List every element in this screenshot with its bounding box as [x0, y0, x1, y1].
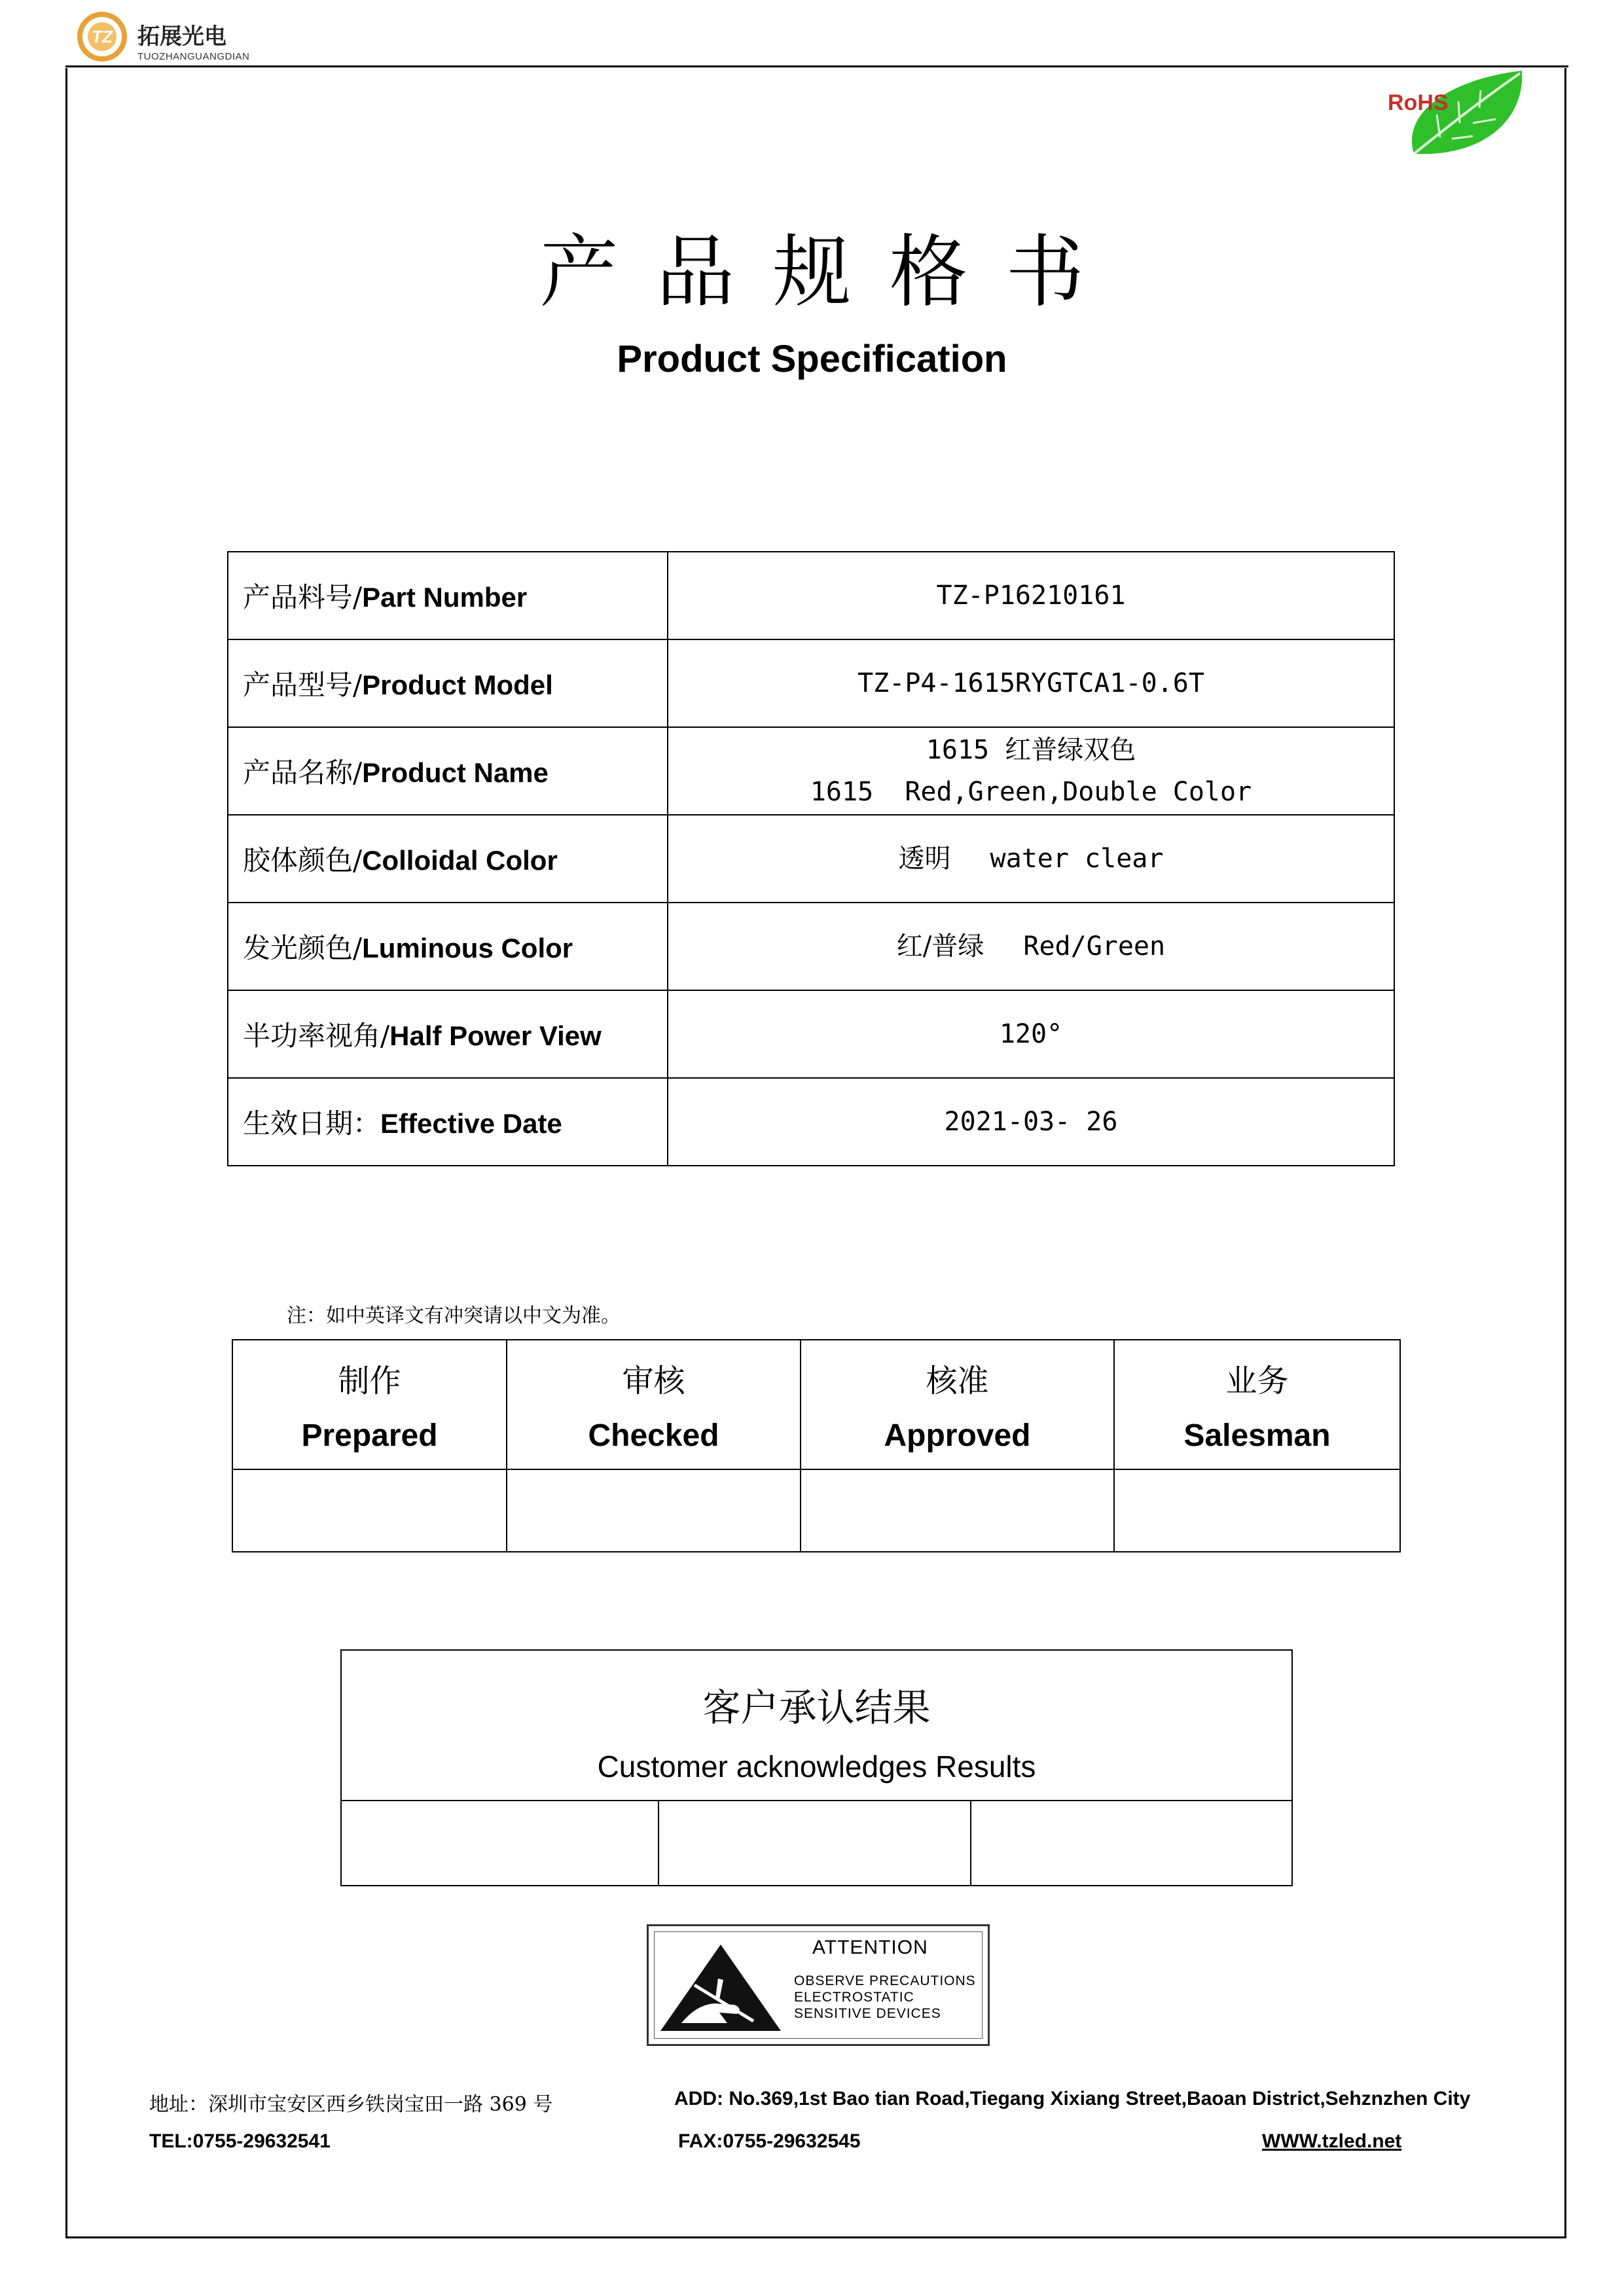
customer-title-en: Customer acknowledges Results	[597, 1749, 1036, 1784]
customer-divider	[342, 1800, 1291, 1801]
spec-label: 发光颜色/Luminous Color	[228, 903, 668, 990]
address-en: ADD: No.369,1st Bao tian Road,Tiegang Xixiang Street,Baoan District,Sehznzhen City	[674, 2088, 1471, 2109]
spec-value-colloidal-color: 透明 water clear	[668, 815, 1394, 903]
telephone: TEL:0755-29632541	[149, 2130, 331, 2152]
spec-table	[227, 551, 1395, 1166]
spec-label: 胶体颜色/Colloidal Color	[228, 815, 668, 903]
website-link[interactable]: WWW.tzled.net	[1262, 2130, 1402, 2152]
signoff-table	[232, 1339, 1401, 1552]
spec-label: 产品型号/Product Model	[228, 639, 668, 727]
translation-note: 注：如中英译文有冲突请以中文为准。	[287, 1304, 621, 1327]
signature-cell-salesman[interactable]	[1114, 1469, 1400, 1552]
spec-value-product-model: TZ-P4-1615RYGTCA1-0.6T	[668, 639, 1394, 727]
signoff-salesman: 业务 Salesman	[1114, 1340, 1400, 1469]
spec-row-product-name	[228, 727, 1394, 815]
spec-value-half-power-view: 120°	[668, 990, 1394, 1078]
customer-title-cn: 客户承认结果	[702, 1685, 931, 1730]
rohs-leaf-icon	[1375, 65, 1532, 164]
esd-line-3: SENSITIVE DEVICES	[794, 2006, 941, 2021]
signature-cell-approved[interactable]	[801, 1469, 1114, 1552]
tz-logo-icon	[77, 12, 127, 62]
signoff-checked: 审核 Checked	[507, 1340, 801, 1469]
address-cn: 地址：深圳市宝安区西乡铁岗宝田一路 369 号	[149, 2093, 553, 2116]
product-name-en: 1615 Red,Green,Double Color	[810, 777, 1252, 807]
signature-cell-prepared[interactable]	[232, 1469, 507, 1552]
esd-title: ATTENTION	[812, 1937, 928, 1958]
customer-acknowledgement-box	[340, 1649, 1293, 1886]
rohs-text: RoHS	[1388, 90, 1449, 115]
spec-value-part-number: TZ-P16210161	[668, 552, 1394, 639]
logo-mark-text: TZ	[92, 27, 113, 46]
customer-column-divider	[658, 1800, 659, 1885]
spec-label: 生效日期：Effective Date	[228, 1078, 668, 1166]
title-cn: 产品规格书	[539, 227, 1123, 318]
company-name-cn: 拓展光电	[137, 24, 226, 49]
signoff-signature-row	[232, 1469, 1400, 1552]
spec-row-colloidal-color	[228, 815, 1394, 903]
spec-value-effective-date: 2021-03- 26	[668, 1078, 1394, 1166]
esd-attention-label	[647, 1924, 990, 2046]
company-name-en: TUOZHANGUANGDIAN	[137, 51, 250, 62]
spec-label: 产品名称/Product Name	[228, 727, 668, 815]
spec-row-part-number	[228, 552, 1394, 639]
spec-label: 产品料号/Part Number	[228, 552, 668, 639]
spec-row-product-model	[228, 639, 1394, 727]
signature-cell-checked[interactable]	[507, 1469, 801, 1552]
esd-line-2: ELECTROSTATIC	[794, 1990, 914, 2005]
title-en: Product Specification	[617, 338, 1007, 380]
fax: FAX:0755-29632545	[678, 2130, 861, 2152]
esd-line-1: OBSERVE PRECAUTIONS	[794, 1973, 976, 1988]
spec-value-product-name	[668, 727, 1394, 815]
signoff-prepared: 制作 Prepared	[232, 1340, 507, 1469]
spec-row-half-power-view	[228, 990, 1394, 1078]
company-logo	[77, 12, 250, 64]
spec-row-effective-date	[228, 1078, 1394, 1166]
signoff-approved: 核准 Approved	[801, 1340, 1114, 1469]
customer-column-divider	[970, 1800, 971, 1885]
esd-warning-icon	[655, 1939, 786, 2036]
signoff-header-row	[232, 1340, 1400, 1469]
header-divider	[65, 65, 1568, 67]
product-name-cn: 1615 红普绿双色	[926, 735, 1136, 765]
spec-value-luminous-color: 红/普绿 Red/Green	[668, 903, 1394, 990]
spec-row-luminous-color	[228, 903, 1394, 990]
spec-label: 半功率视角/Half Power View	[228, 990, 668, 1078]
